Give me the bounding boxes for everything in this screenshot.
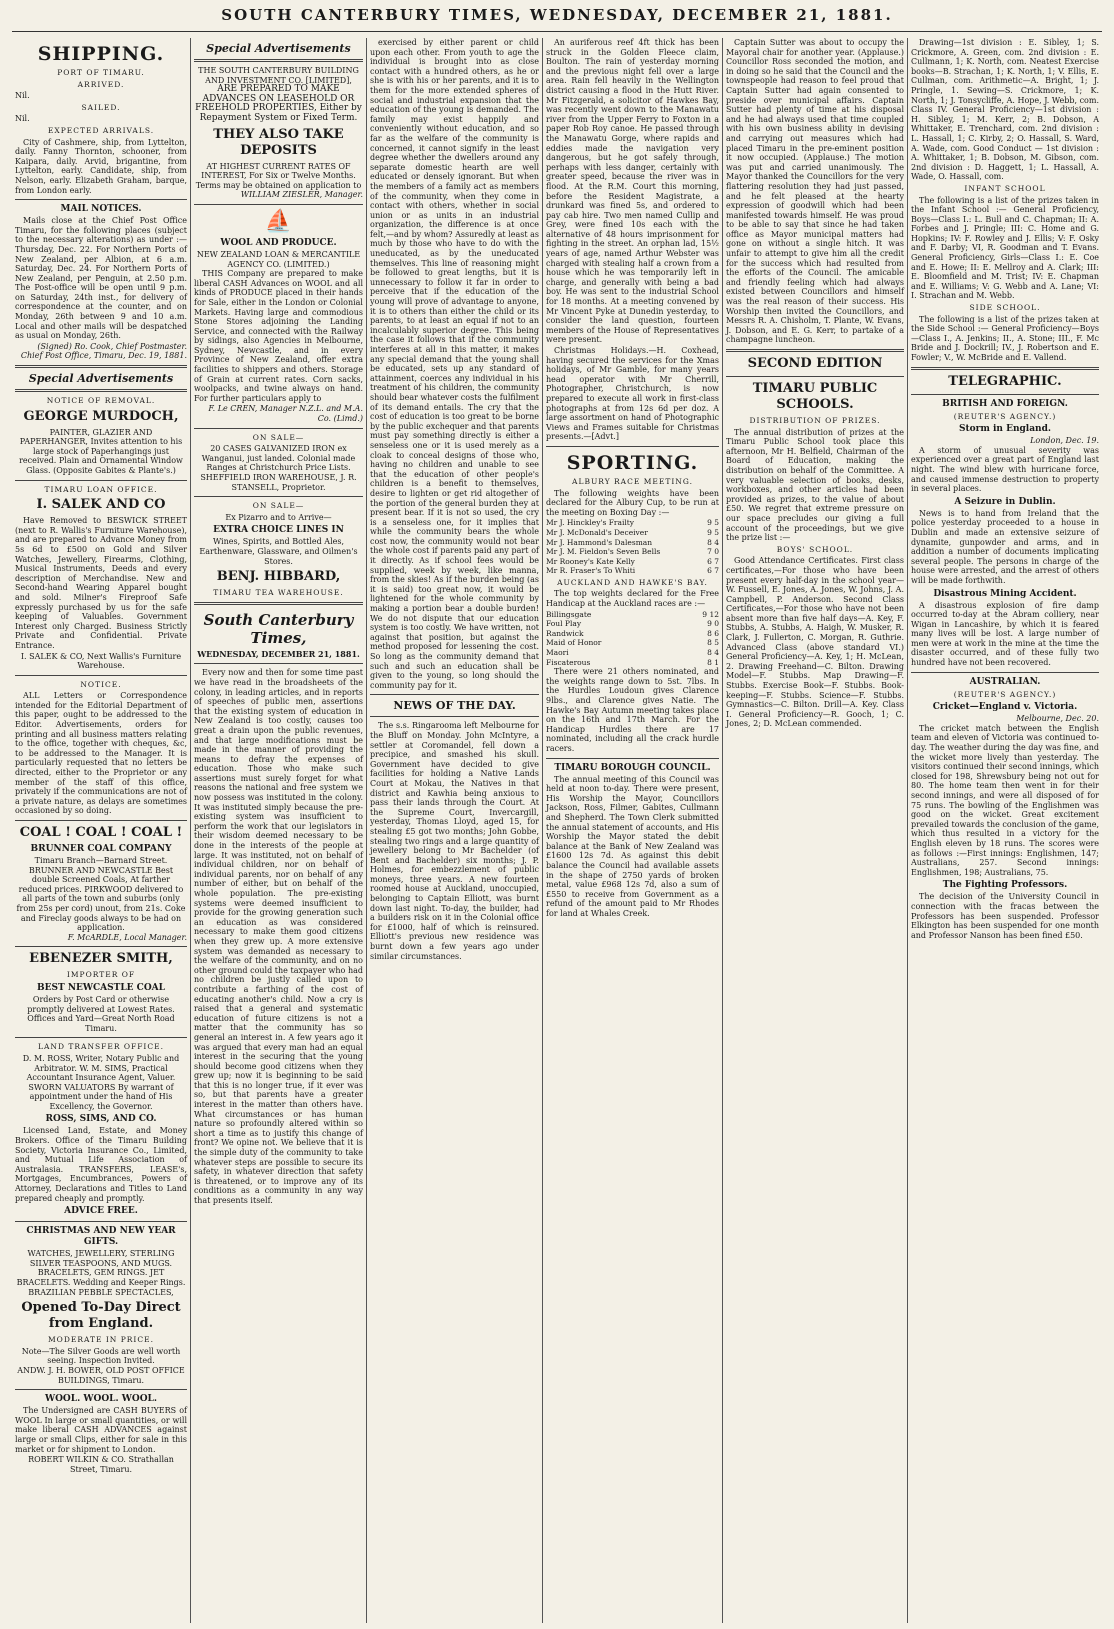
extra-text: Wines, Spirits, and Bottled Ales, Earthenware, Glassware, and Oilmen's Stores.: [199, 537, 358, 566]
wool-title: WOOL. WOOL. WOOL.: [44, 1394, 157, 1405]
loan-title: TIMARU LOAN OFFICE.: [44, 484, 158, 494]
bower-text: Note—The Silver Goods are well worth seeing. Inspection Invited.: [21, 1346, 181, 1366]
race-entry-weight: 8 1: [707, 657, 719, 667]
race-entry-name: Mr J. Hammond's Dalesman: [546, 537, 653, 547]
opened-title: Opened To-Day Direct from England.: [21, 1300, 181, 1332]
infant-school-text: The following is a list of the prizes taken in the Infant School :— General Proficiency, Boys—Class I.: L. Bull and C. Chapman; II: A. Forbes and J. Pringle; III: C. Home and G. Hopkins; IV: F. Rowley and J. Ellis; V: F. Osky and F. Darby; VI, R. Goodman and T. Evans. General Proficiency, Girls—Class I.: E. Coe and E. Howe; II: E. Mellroy and A. Clark; III: E. Bloomfield and M. Trist; IV: E. Chapman and E. Williams; V: G. Webb and A. Lane; VI: I. Strachan and M. Webb.: [911, 195, 1099, 301]
race-entry-weight: 8 6: [707, 628, 719, 638]
race-entry-weight: 7 0: [707, 547, 719, 557]
salek-name: I. SALEK AND CO: [36, 497, 166, 513]
sailed-text: Nil.: [15, 114, 30, 124]
masthead: [0, 0, 1114, 36]
divider: [15, 946, 187, 947]
christmas-holidays-text: Christmas Holidays.—H. Coxhead, having secured the services for the Xmas holidays, of Mr Gamble, for many years head operator with Mr Cherrill, Photographer, Christchurch, is now prepared to execute all work in first-class photographs at from 12s 6d per doz. A large assortment on hand of Photographic Views and Frames suitable for Christmas presents.—[Advt.]: [546, 346, 719, 442]
cricket-title: Cricket—England v. Victoria.: [932, 702, 1078, 713]
on-sale-label: ON SALE—: [252, 432, 305, 442]
divider: [726, 349, 904, 352]
distribution-text: The annual distribution of prizes at the Timaru Public School took place this afternoon, Mr H. Belfield, Chairman of the Board of Education, making the distribution on behalf of the Committee. A very valuable selection of books, desks, workboxes, and other articles had been provided as prizes, to the value of about £50. We regret that extreme pressure on our space precludes our giving a full account of the proceedings, but we give the prize list :—: [726, 427, 904, 543]
column-3: [366, 38, 542, 1623]
race-entry-name: Maid of Honor: [546, 638, 602, 648]
xmas-text: WATCHES, JEWELLERY, STERLING SILVER TEASPOONS, AND MUGS. BRACELETS, GEM RINGS. JET BRACELETS. Wedding and Keeper Rings. BRAZILIAN PEBBLE SPECTACLES,: [16, 1249, 186, 1297]
extra-choice-title: EXTRA CHOICE LINES IN: [213, 525, 344, 536]
ship-icon: ⛵: [264, 208, 293, 234]
ebenezer-coal: BEST NEWCASTLE COAL: [37, 982, 165, 993]
divider: [15, 820, 187, 821]
storm-title: Storm in England.: [958, 424, 1052, 435]
race-entry: [546, 566, 719, 576]
land-title: LAND TRANSFER OFFICE.: [38, 1042, 164, 1052]
wool-produce-title: WOOL AND PRODUCE.: [220, 237, 337, 248]
boys-school-title: BOYS' SCHOOL.: [776, 544, 854, 554]
race-entry: [546, 538, 719, 548]
ross-text: Licensed Land, Estate, and Money Brokers. Office of the Timaru Building Society, Victoria Insurance Co., Limited, and Mutual Life Association of Australasia. TRANSFERS, LEASE's, Mortgages, Encumbrances, Powers of Attorney, Declarations and Titles to Land prepared cheaply and promptly.: [15, 1126, 187, 1203]
wool-sign: ROBERT WILKIN & CO. Strathallan Street, Timaru.: [28, 1455, 174, 1474]
second-edition-title: SECOND EDITION: [747, 356, 883, 371]
notice-title: NOTICE.: [80, 679, 122, 689]
race-entry: [546, 547, 719, 557]
mail-title: MAIL NOTICES.: [60, 204, 142, 215]
bank-sign: WILLIAM ZIESLER, Manager.: [240, 190, 363, 200]
race-entry-weight: 8 4: [707, 648, 719, 658]
race-entry-weight: 8 4: [707, 537, 719, 547]
divider: [726, 376, 904, 377]
race-entry-name: Mr J. Hinckley's Frailty: [546, 518, 635, 528]
race-entry-name: Foul Play: [546, 619, 582, 629]
race-entry: [546, 619, 719, 629]
infant-school-title: INFANT SCHOOL: [964, 183, 1046, 193]
ebenezer-text: Orders by Post Card or otherwise promptly delivered at Lowest Rates. Offices and Yard—Great North Road Timaru.: [27, 994, 175, 1033]
sailed-label: SAILED.: [81, 102, 121, 112]
sporting-title: SPORTING.: [566, 451, 699, 474]
race-entry-name: Randwick: [546, 628, 584, 638]
expected-label: EXPECTED ARRIVALS.: [47, 125, 155, 135]
divider: [911, 394, 1099, 395]
bank-rates: AT HIGHEST CURRENT RATES OF INTEREST, For Six or Twelve Months. Terms may be obtained on application to: [195, 161, 362, 190]
council-title: TIMARU BOROUGH COUNCIL.: [554, 762, 711, 773]
auckland-intro: The top weights declared for the Free Handicap at the Auckland races are :—: [546, 589, 719, 609]
murdoch-name: GEORGE MURDOCH,: [23, 408, 179, 424]
albury-intro: The following weights have been declared for the Albury Cup, to be run at the meeting on Boxing Day :—: [546, 488, 719, 517]
brunner-sign: F. McARDLE, Local Manager.: [67, 932, 187, 942]
arrived-label: ARRIVED.: [77, 79, 125, 89]
column-2: [190, 38, 366, 1623]
divider: [546, 446, 719, 447]
on-sale-label: ON SALE—: [252, 501, 305, 511]
column-6: [907, 38, 1102, 1623]
prizes-continued: Drawing—1st division : E. Sibley, 1; S. Crickmore, A. Green, com. 2nd division : E. Cullmann, 1; K. North, com. Neatest Exercise books—B. Strachan, 1; K. North, 1; V. Ellis, E. Cullman, com. Arithmetic—A. Bright, 1; J. Pringle, 1. Sewing—S. Crickmore, 1; K. North, 1; J. Tonsycliffe, A. Hope, J. Webb, com. Class IV. General Proficiency—1st division : H. Sibley, 1; M. Kerr, 2; B. Dobson, A Whittaker, E. Trenchard, com. 2nd division : L. Hassall, 1; C. Kirby, 2; O. Hassall, S. Ward, A. Wade, com. Good Conduct — 1st division : A. Whittaker, 1; B. Dobson, M. Gibson, com. 2nd division : D. Haggett, 1; L. Hassall, A. Wade, O. Hassall, com.: [911, 38, 1099, 182]
ebenezer-sub: IMPORTER OF: [66, 970, 136, 980]
mail-text: Mails close at the Chief Post Office Timaru, for the following places (subject to the necessary alterations) as under :— Thursday, Dec. 22. For Northern Ports of New Zealand, per Albion, at 6 a.m. Saturday, Dec. 24. For Northern Ports of New Zealand, per Penguin, at 2.50 p.m. The Post-office will be open until 9 p.m. on Saturday, 24th inst., for delivery of correspondence at the counter, and on Monday, 26th between 9 and 10 a.m. Local and other mails will be despatched as usual on Monday, 26th.: [15, 216, 187, 341]
race-entry-name: Fiscaterous: [546, 657, 591, 667]
deposits-title: THEY ALSO TAKE DEPOSITS: [213, 126, 344, 158]
bank-text: ARE PREPARED TO MAKE ADVANCES ON LEASEHOLD OR FREEHOLD PROPERTIES, Either by Repayment System or Fixed Term.: [195, 84, 362, 123]
race-entry: [546, 528, 719, 538]
salek-sign: I. SALEK & CO, Next Wallis's Furniture Warehouse.: [20, 651, 182, 671]
divider: [370, 694, 539, 695]
nz-loan-title: NEW ZEALAND LOAN & MERCANTILE AGENCY CO. (LIMITED.): [196, 249, 361, 269]
divider: [194, 204, 363, 205]
fighting-text: The decision of the University Council in connection with the fracas between the Professors has been suspended. Professor Elkington has been suspended for one month and Professor Nanson has been fined £50.: [911, 892, 1099, 940]
cricket-dateline: Melbourne, Dec. 20.: [1016, 714, 1099, 724]
ebenezer-name: EBENEZER SMITH,: [29, 951, 173, 967]
special-ads-title: Special Advertisements: [206, 42, 351, 55]
race-entry: [546, 518, 719, 528]
race-entry-weight: 9 5: [707, 518, 719, 528]
wool-text: The Undersigned are CASH BUYERS of WOOL In large or small quantities, or will make liberal CASH ADVANCES against large or small Clips, either for sale in this market or for shipment to London.: [15, 1406, 187, 1454]
storm-dateline: London, Dec. 19.: [1030, 436, 1099, 446]
race-entry-weight: 6 7: [707, 566, 719, 576]
divider: [15, 365, 187, 368]
race-entry-name: Mr R. Fraser's To Whiti: [546, 566, 636, 576]
mail-sign: (Signed) Ro. Cook, Chief Postmaster. Chief Post Office, Timaru, Dec. 19, 1881.: [20, 341, 187, 361]
nz-loan-text: THIS Company are prepared to make liberal CASH Advances on WOOL and all kinds of PRODUCE placed in their hands for Sale, either in the London or Colonial Markets. Having large and commodious Stone Stores adjoining the Landing Service, and connected with the Railway by sidings, also Agencies in Melbourne, Sydney, Newcastle, and in every Province of New Zealand, offer extra facilities to shippers and others. Storage of Grain at current rates. Corn sacks, woolpacks, and twine always on hand. For further particulars apply to: [194, 269, 363, 403]
side-school-text: The following is a list of the prizes taken at the Side School :— General Proficiency—Boys—Class I., A. Jenkins; II., A. Stone; III., F. Mc Bride and J. Dockrill; IV., J. Robertson and E. Fowler; V., W. McBride and E. Vallend.: [911, 314, 1099, 362]
port-heading: PORT OF TIMARU.: [57, 68, 145, 77]
xmas-title: CHRISTMAS AND NEW YEAR GIFTS.: [26, 1226, 176, 1248]
race-entry-weight: 6 7: [707, 556, 719, 566]
australian-title: AUSTRALIAN.: [969, 676, 1041, 687]
shipping-title: SHIPPING.: [37, 43, 165, 65]
pizarro-text: Ex Pizarro and to Arrive—: [225, 512, 332, 522]
race-entry-name: Maori: [546, 648, 569, 658]
column-4: [542, 38, 722, 1623]
boys-school-text: Good Attendance Certificates. First class certificates,—For those who have been present every half-day in the school year—W. Fussell, E. Jones, A. Jones, W. Johns, J. A. Campbell, P. Anderson. Second Class Certificates,—For those who have not been absent more than five half days—A. Key, F. Stubbs, A. Stubbs, A. Haigh, W. Musker, R. Clark, J. Fullerton, C. Morgan, R. Guthrie. Advanced Class (above standard VI.) General Proficiency—A. Key, 1; H. McLean, 2. Drawing Freehand—C. Bilton. Drawing Model—F. Stubbs. Map Drawing—F. Stubbs. Exercise Book—F. Stubbs. Book-keeping—F. Stubbs. Science—F. Stubbs. Gymnastics—C. Bilton. Drill—A. Key. Class I. General Proficiency—R. Gooch, 1; C. Jones, 2; D. McLean commended.: [726, 556, 904, 729]
special-ads-title: Special Advertisements: [28, 372, 174, 386]
race-entry-weight: 9 12: [702, 609, 719, 619]
race-entry-name: Mr J. McDonald's Deceiver: [546, 527, 648, 537]
paper-title: South Canterbury Times,: [203, 610, 354, 647]
sheffield-text: SHEFFIELD IRON WAREHOUSE, J. R. STANSELL, Proprietor.: [200, 473, 357, 492]
race-entry-weight: 9 5: [707, 527, 719, 537]
mining-title: Disastrous Mining Accident.: [933, 588, 1077, 599]
salek-text: Have Removed to BESWICK STREET (next to R. Wallis's Furniture Warehouse), and are prepared to Advance Money from 5s 6d to £500 on Gold and Silver Watches, Jewellery, Firearms, Clothing, Musical Instruments, Deeds and every description of Merchandise. New and Second-hand Wearing Apparel bought and sold. Milner's Fireproof Safe expressly purchased by us for the safe keeping of Valuables. Government Interest only Charged. Business Strictly Private and Confidential. Private Entrance.: [15, 516, 187, 650]
editorial-continued: exercised by either parent or child upon each other. From youth to age the individual is brought into as close contact with a hundred others, as he or she is with his or her parents, and it is to them for the more extended spheres of social and industrial expansion that the education of the young is demanded. The family may exist happily and conveniently without education, and so far as the welfare of the community is concerned, it cannot signify in the least degree whether the dwellers around any separate domestic hearth are well educated or densely ignorant. But when the members of a family act as members of the community, when they come in contact with others, whether in social union or as units in an industrial organization, the difference is at once felt,—and by whom? Assuredly at least as much by those who have to do with the uneducated, as by the uneducated themselves. This line of reasoning might be followed to great lengths, but it is unnecessary to follow it far in order to perceive that if the education of the young will prove of advantage to anyone, it is to others than either the child or its parents, to at least an equal if not to an incalculably superior degree. This being the case it follows that if the community interferes at all in this matter, it makes any special demand that the young shall be educated, sets up any standard of attainment, coerces any individual in his treatment of his children, the community should bear whatever costs the fulfilment of its demand entails. The cry that the cost of education is too great to be borne by the public exchequer and that parents must pay something directly is either a senseless one or it is used merely as a cloak to conceal designs of those who, having no children and unable to see that the education of other people's children is a benefit to themselves, desire to lighten or get rid altogether of the portion of the general burden they at present bear. If it is not so used, the cry is a senseless one, for it implies that while the community bears the whole cost now, the community would not bear the whole cost if parents paid any part of it directly. As if school fees would be supplied, week by week, like manna, from the skies! As if the burden being (as it is said) too great now, it would be lightened for the whole community by making a portion bear a double burden! We do not dispute that our education system is too costly. We have written, not against that position, but against the method proposed for lessening the cost. So long as the community demand that such and such an education shall be given to the young, so long should the community pay for it.: [370, 38, 539, 690]
divider: [15, 1221, 187, 1222]
ross-foot: ADVICE FREE.: [64, 1206, 138, 1217]
cricket-text: The cricket match between the English team and eleven of Victoria was continued to-day. The weather during the day was fine, and the wicket more lively than yesterday. The visitors continued their second innings, which closed for 198, Shrewsbury being not out for 80. The home team then went in for their second innings, and were all disposed of for 75 runs. The bowling of the Englishmen was good on the wicket. Great excitement prevailed towards the conclusion of the game, which thus resulted in a victory for the English eleven by 18 runs. The scores were as follows :—First innings: Englishmen, 147; Australians, 257. Second innings: Englishmen, 198; Australians, 75.: [911, 723, 1099, 877]
divider: [15, 480, 187, 481]
storm-text: A storm of unusual severity was experienced over a great part of England last night. The wind blew with hurricane force, and caused immense destruction to property in several places.: [911, 445, 1099, 494]
paper-date: WEDNESDAY, DECEMBER 21, 1881.: [197, 648, 360, 659]
moderate-text: MODERATE IN PRICE.: [48, 1335, 154, 1345]
masthead-rule: [12, 31, 1102, 32]
column-1: [12, 38, 190, 1623]
race-entry: [546, 557, 719, 567]
council-continued: Captain Sutter was about to occupy the Mayoral chair for another year. (Applause.) Councillor Ross seconded the motion, and in doing so he said that the Council and the townspeople had reason to feel proud that Captain Sutter had again consented to preside over municipal affairs. Captain Sutter had plenty of time at his disposal and he had always used that time coupled with his own business ability in devising and carrying out measures which had placed Timaru in the pre-eminent position it now occupied. (Applause.) The motion was put and carried unanimously. The Mayor thanked the Councillors for the very flattering resolution they had just passed, and he felt pleased at the hearty expression of goodwill which had been manifested towards himself. He was proud to be able to say that since he had taken office as Mayor municipal matters had gone on without a single hitch. It was unfair to attempt to give him all the credit for the success which had resulted from the efforts of the Council. The amicable and friendly feeling which had always existed between Councillors and himself was the real reason of their success. His Worship then invited the Councillors, and Messrs R. A. Chisholm, T. Plante, W. Evans, J. Dobson, and E. G. Kerr, to partake of a champagne luncheon.: [726, 38, 904, 345]
reuters-label: (REUTER'S AGENCY.): [953, 411, 1057, 421]
distribution-title: DISTRIBUTION OF PRIZES.: [749, 416, 881, 425]
divider: [194, 663, 363, 664]
seizure-text: News is to hand from Ireland that the police yesterday proceeded to a house in Dublin and made an extensive seizure of dynamite, gunpowder and arms, and in addition a number of documents implicating several people. The persons in charge of the house were arrested, and the arrest of others will be made forthwith.: [911, 508, 1099, 585]
auckland-race-list: [546, 610, 719, 668]
british-foreign-title: BRITISH AND FOREIGN.: [942, 398, 1068, 409]
albury-race-list: [546, 518, 719, 576]
coal-title: COAL ! COAL ! COAL !: [19, 825, 183, 840]
divider: [15, 1389, 187, 1390]
bower-sign: ANDW. J. H. BOWER, OLD POST OFFICE BUILDINGS, Timaru.: [17, 1365, 185, 1385]
removal-title: NOTICE OF REMOVAL.: [46, 396, 156, 406]
race-entry-weight: 8 5: [707, 638, 719, 648]
fighting-title: The Fighting Professors.: [942, 880, 1068, 891]
divider: [15, 675, 187, 676]
news-text: The s.s. Ringarooma left Melbourne for the Bluff on Monday. John McIntyre, a settler at Coromandel, fell down a precipice, and smashed his skull. Government have decided to give facilities for holding a Native Lands Court at Mokau, the Natives in that district and Kawhia being anxious to pass their lands through the Court. At the Supreme Court, Invercargill, yesterday, Thomas Lloyd, aged 15, for stealing £5 got two months; John Gobbe, stealing two rings and a large quantity of jewellery belong to Mr Bachelder (of Bent and Bachelder) six months; J. P. Holmes, for embezzlement of public moneys, three years. A new fourteen roomed house at Auckland, unoccupied, belonging to Captain Elliott, was burnt down last night. To-day, the builder, had a builders risk on it in the Colonial office for £1000, half of which is reinsured. Elliott's previous new residence was burnt down a few years ago under similar circumstances.: [370, 721, 539, 961]
expected-text: City of Cashmere, ship, from Lyttelton, daily. Fanny Thornton, schooner, from Kaipara, daily. Arvid, brigantine, from Lyttelton, early. Candidate, ship, from Nelson, early. Elizabeth Graham, barque, from London early.: [15, 137, 187, 195]
masthead-title: SOUTH CANTERBURY TIMES, WEDNESDAY, DECEMBER 21, 1881.: [221, 6, 893, 24]
bank-head: THE SOUTH CANTERBURY BUILDING AND INVESTMENT CO. [LIMITED],: [198, 66, 359, 85]
seizure-title: A Seizure in Dublin.: [954, 496, 1056, 507]
side-school-title: SIDE SCHOOL.: [969, 303, 1041, 313]
iron-text: 20 CASES GALVANIZED IRON ex Wanganui, just landed. Colonial made Ranges at Christchurch Price Lists.: [201, 444, 356, 473]
brunner-text: Timaru Branch—Barnard Street. BRUNNER AND NEWCASTLE Best double Screened Coals, At farther reduced prices. PIRKWOOD delivered to all parts of the town and suburbs (only from 25s per cord) unout, from 21s. Coke and Fireclay goods always to be had on application.: [16, 856, 186, 933]
race-entry: [546, 658, 719, 668]
auckland-text: There were 21 others nominated, and the weights range down to 5st. 7lbs. In the Hurdles Loudoun gives Clarence 9lbs., and Clarence gives Natie. The Hawke's Bay Autumn meeting takes place on the 16th and 17th March. For the Handicap Hurdles there are 17 nominated, including all the crack hurdle racers.: [546, 667, 719, 753]
race-entry-name: Mr Rooney's Kate Kelly: [546, 556, 635, 566]
race-entry-name: Mr J. M. Fieldon's Seven Bells: [546, 547, 661, 557]
schools-title: TIMARU PUBLIC SCHOOLS.: [752, 381, 878, 412]
divider: [194, 496, 363, 497]
ross-name: ROSS, SIMS, AND CO.: [45, 1114, 157, 1125]
race-entry: [546, 629, 719, 639]
divider: [194, 602, 363, 605]
council-text: The annual meeting of this Council was held at noon to-day. There were present, His Worship the Mayor, Councillors Jackson, Ross, Filmer, Gabites, Cullmann and Shepherd. The Town Clerk submitted the annual statement of accounts, and His Worship the Mayor stated the debit balance at the Bank of New Zealand was £1600 12s 7d. As against this debit balance the Council had available assets in the shape of 2750 yards of broken metal, value £968 12s 7d, also a sum of £550 to receive from Government as a refund of the amount paid to Mr Rhodes for land at Whales Creek.: [546, 774, 719, 918]
reuters-label: (REUTER'S AGENCY.): [953, 689, 1057, 699]
murdoch-text: PAINTER, GLAZIER AND PAPERHANGER, Invites attention to his large stock of Paperhangings just received. Plain and Ornamental Window Glass. (Opposite Gabites & Plante's.): [19, 427, 183, 475]
arrived-text: Nil.: [15, 91, 30, 101]
divider: [546, 758, 719, 759]
mining-text: A disastrous explosion of fire damp occurred to-day at the Abram colliery, near Wigan in Lancashire, by which it is feared many lives will be lost. A large number of men were at work in the mine at the time the disaster occurred, and of these fully two hundred have not been recovered.: [911, 600, 1099, 668]
news-continued: An auriferous reef 4ft thick has been struck in the Golden Fleece claim, Boulton. The rain of yesterday morning and the previous night fell over a large area. Rain fell heavily in the Wellington district causing a flood in the Hutt River. Mr Fitzgerald, a solicitor of Hawkes Bay, was recently went down to the Manawatu river from the Upper Ferry to Foxton in a paper Rob Roy canoe. He passed through the Manawatu Gorge, where rapids and eddies made the navigation very dangerous, but he got safely through, perhaps with less danger, certainly with greater speed, because the river was in flood. At the R.M. Court this morning, before the Resident Magistrate, a drunkard was fined 5s, and ordered to pay cab hire. Two men named Cullip and Grey, were fined 10s each with the alternative of 48 hours imprisonment for fighting in the street. An orphan lad, 15½ years of age, named Arthur Webster was charged with stealing half a crown from a house which he was temporarily left in charge, and generally with being a bad boy. He was sent to the industrial School for 18 months. At a meeting convened by Mr Vincent Pyke at Dunedin yesterday, to consider the land question, fourteen members of the House of Representatives were present.: [546, 38, 719, 345]
race-entry: [546, 648, 719, 658]
albury-title: ALBURY RACE MEETING.: [572, 476, 693, 486]
divider: [911, 367, 1099, 370]
race-entry-weight: 9 0: [707, 619, 719, 629]
land-text: D. M. ROSS, Writer, Notary Public and Arbitrator. W. M. SIMS, Practical Accountant Insurance Agent, Valuer. SWORN VALUATORS By warrant of appointment under the hand of His Excellency, the Governor.: [22, 1053, 180, 1111]
divider: [194, 59, 363, 62]
divider: [911, 672, 1099, 673]
race-entry: [546, 638, 719, 648]
divider: [194, 428, 363, 429]
race-entry: [546, 610, 719, 620]
notice-text: ALL Letters or Correspondence intended for the Editorial Department of this paper, ought to be addressed to the Editor. Advertisements, orders for printing and all business matters relating to the office, together with cheques, &c, to be addressed to the Manager. It is particularly requested that no letters be directed, either to the Proprietor or any member of the staff of this office, privately if the communications are not of a private nature, as delays are sometimes occasioned by so doing.: [15, 691, 187, 816]
nz-loan-sign: F. Le CREN, Manager N.Z.L. and M.A. Co. (Limd.): [208, 404, 363, 424]
hibbard-sub: TIMARU TEA WAREHOUSE.: [213, 588, 344, 598]
editorial-text: Every now and then for some time past we have read in the broadsheets of the colony, in leading articles, and in reports of speeches of public men, assertions that the existing system of education in New Zealand is too costly, causes too great a drain upon the public revenues, and that large modifications must be made in the manner of providing the means to defray the expenses of education. Those who make such assertions must surely forget for what reasons the national and free system we now possess was instituted in the colony. It was instituted simply because the pre-existing system was insufficient to perform the work that our legislators in their wisdom deemed necessary to be done in the interests of the people at large. It was instituted, not on behalf of individual children, nor on behalf of individual parents, nor on behalf of any number of either, but on behalf of the whole population. The pre-existing systems were deemed insufficient to provide for the growing generation such an education as was considered necessary to make them good citizens when they grew up. A more extensive system was demanded as necessary to the welfare of the community, and on no other ground could the taxpayer who had no children be justly called upon to contribute a farthing of the cost of educating another's child. Now a cry is raised that a general and systematic education of future citizens is not a matter that the community has so general an interest in. A few years ago it was argued that every man had an equal interest in the securing that the young should become good citizens when they grew up; now it is beginning to be said that this is no longer true, if it ever was so, but that parents have a greater interest in the matter than others have. What circumstances or has human nature so profoundly altered within so short a time as to justify this change of front? We opine not. We believe that it is the simple duty of the community to take whatever steps are possible to secure its safety, in whatever direction that safety is threatened, or to improve any of its conditions as a community in any way that presents itself.: [194, 668, 363, 1205]
divider: [15, 389, 187, 392]
column-5: [722, 38, 907, 1623]
auckland-title: AUCKLAND AND HAWKE'S BAY.: [557, 577, 708, 587]
race-entry-name: Billingsgate: [546, 609, 592, 619]
divider: [15, 199, 187, 200]
divider: [370, 716, 539, 717]
divider: [15, 1037, 187, 1038]
news-title: NEWS OF THE DAY.: [393, 699, 516, 713]
telegraphic-title: TELEGRAPHIC.: [948, 373, 1062, 389]
hibbard-name: BENJ. HIBBARD,: [216, 569, 341, 585]
brunner-name: BRUNNER COAL COMPANY: [30, 844, 172, 854]
